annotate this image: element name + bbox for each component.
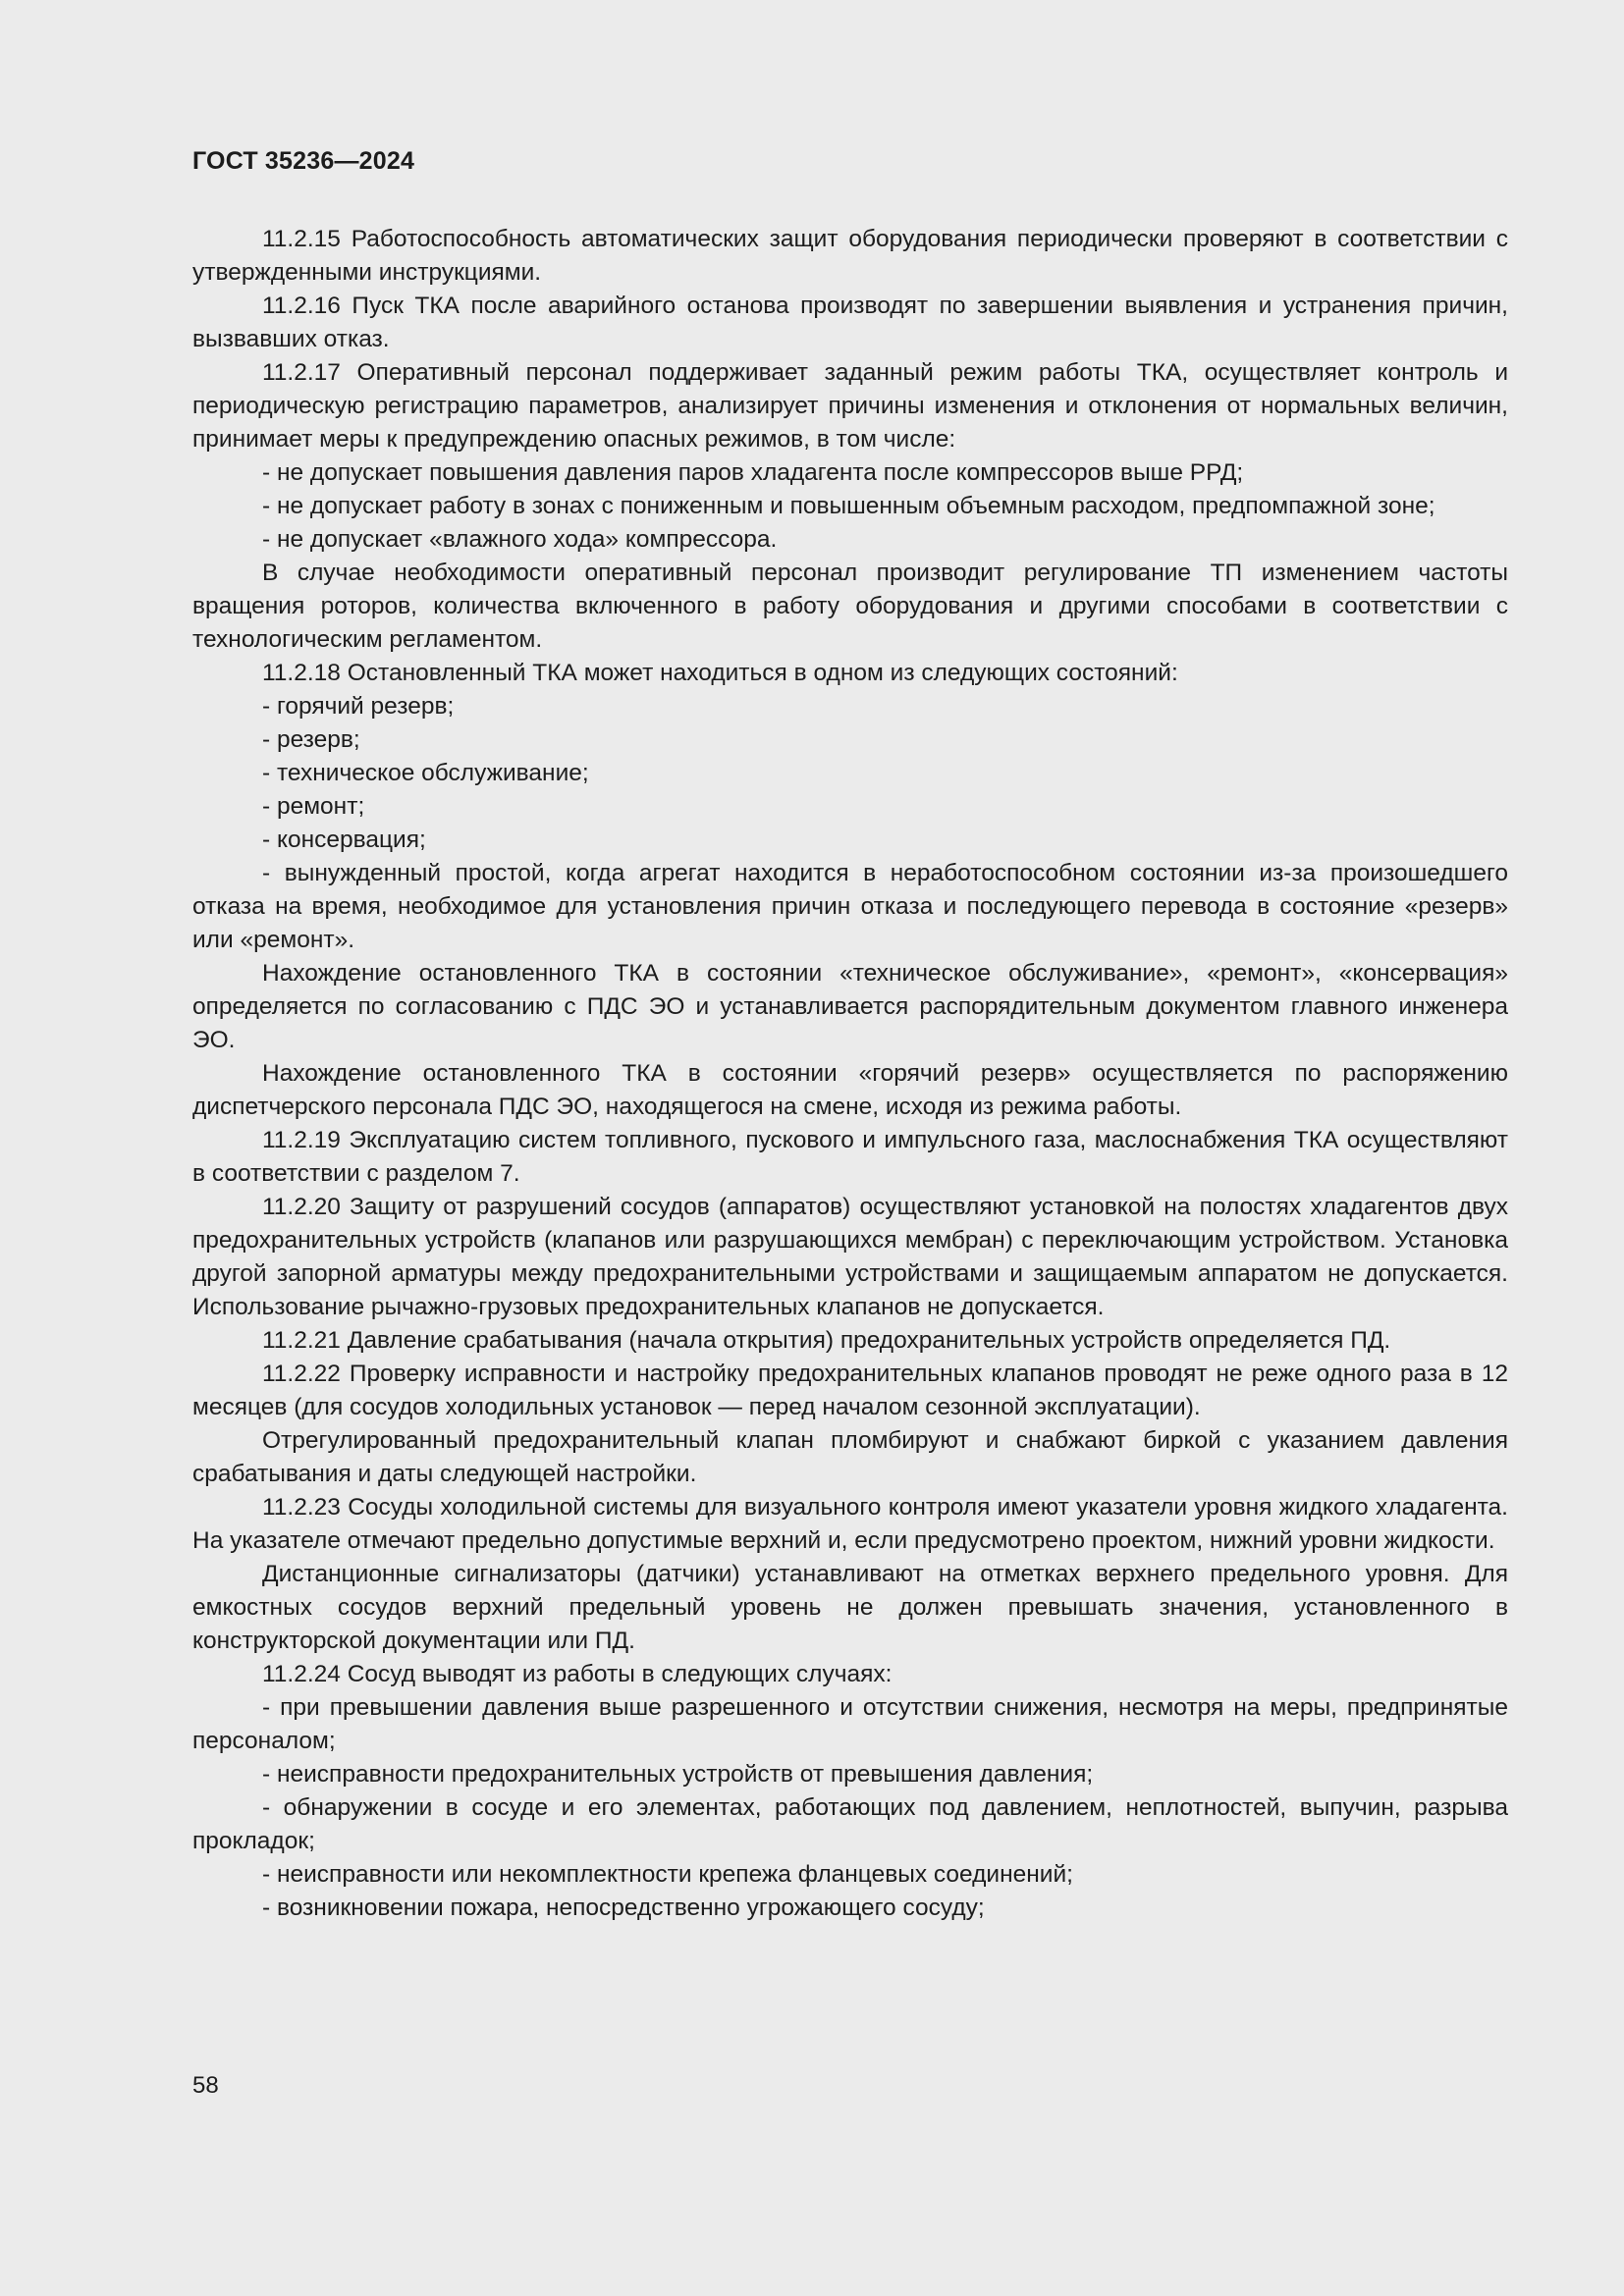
paragraph: 11.2.16 Пуск ТКА после аварийного останова производят по завершении выявления и устранения причин, вызвавших отказ. [192,293,1508,352]
document-body [192,223,1508,1925]
list-item: - не допускает работу в зонах с пониженным и повышенным объемным расходом, предпомпажной зоне; [262,493,1435,519]
list-item: - не допускает повышения давления паров хладагента после компрессоров выше РРД; [262,459,1244,486]
list-item: - не допускает «влажного хода» компрессора. [262,526,778,553]
paragraph: 11.2.19 Эксплуатацию систем топливного, пускового и импульсного газа, маслоснабжения ТКА осуществляют в соответствии с разделом 7. [192,1127,1508,1187]
page-number: 58 [192,2072,219,2099]
paragraph: Отрегулированный предохранительный клапан пломбируют и снабжают биркой с указанием давления срабатывания и даты следующей настройки. [192,1427,1508,1487]
paragraph: 11.2.20 Защиту от разрушений сосудов (аппаратов) осуществляют установкой на полостях хладагентов двух предохранительных устройств (клапанов или разрушающихся мембран) с переключающим устройством. Установка другой запорной арматуры между предохранительными устройствами и защищаемым аппаратом не допускается. Использование рычажно-грузовых предохранительных клапанов не допускается. [192,1194,1508,1320]
paragraph: 11.2.23 Сосуды холодильной системы для визуального контроля имеют указатели уровня жидкого хладагента. На указателе отмечают предельно допустимые верхний и, если предусмотрено проектом, нижний уровни жидкости. [192,1494,1508,1554]
document-header: ГОСТ 35236—2024 [192,147,415,175]
list-item: - возникновении пожара, непосредственно угрожающего сосуду; [262,1895,985,1921]
list-item: - резерв; [262,726,360,753]
paragraph: 11.2.17 Оперативный персонал поддерживает заданный режим работы ТКА, осуществляет контроль и периодическую регистрацию параметров, анализирует причины изменения и отклонения от нормальных величин, принимает меры к предупреждению опасных режимов, в том числе: [192,359,1508,453]
list-item: - вынужденный простой, когда агрегат находится в неработоспособном состоянии из-за произошедшего отказа на время, необходимое для установления причин отказа и последующего перевода в состояние «резерв» или «ремонт». [192,860,1508,953]
list-item: - обнаружении в сосуде и его элементах, работающих под давлением, неплотностей, выпучин, разрыва прокладок; [192,1794,1508,1854]
paragraph: 11.2.18 Остановленный ТКА может находиться в одном из следующих состояний: [262,660,1178,686]
paragraph: В случае необходимости оперативный персонал производит регулирование ТП изменением частоты вращения роторов, количества включенного в работу оборудования и другими способами в соответствии с технологическим регламентом. [192,560,1508,653]
paragraph: 11.2.15 Работоспособность автоматических защит оборудования периодически проверяют в соответствии с утвержденными инструкциями. [192,226,1508,286]
paragraph: Нахождение остановленного ТКА в состоянии «горячий резерв» осуществляется по распоряжению диспетчерского персонала ПДС ЭО, находящегося на смене, исходя из режима работы. [192,1060,1508,1120]
list-item: - неисправности предохранительных устройств от превышения давления; [262,1761,1094,1788]
paragraph: 11.2.21 Давление срабатывания (начала открытия) предохранительных устройств определяется ПД. [262,1327,1391,1354]
list-item: - ремонт; [262,793,365,820]
list-item: - горячий резерв; [262,693,455,720]
list-item: - при превышении давления выше разрешенного и отсутствии снижения, несмотря на меры, предпринятые персоналом; [192,1694,1508,1754]
paragraph: 11.2.24 Сосуд выводят из работы в следующих случаях: [262,1661,893,1687]
paragraph: Нахождение остановленного ТКА в состоянии «техническое обслуживание», «ремонт», «консервация» определяется по согласованию с ПДС ЭО и устанавливается распорядительным документом главного инженера ЭО. [192,960,1508,1053]
paragraph: Дистанционные сигнализаторы (датчики) устанавливают на отметках верхнего предельного уровня. Для емкостных сосудов верхний предельный уровень не должен превышать значения, установленного в конструкторской документации или ПД. [192,1561,1508,1654]
list-item: - неисправности или некомплектности крепежа фланцевых соединений; [262,1861,1073,1888]
list-item: - техническое обслуживание; [262,760,589,786]
list-item: - консервация; [262,827,426,853]
paragraph: 11.2.22 Проверку исправности и настройку предохранительных клапанов проводят не реже одного раза в 12 месяцев (для сосудов холодильных установок — перед началом сезонной эксплуатации). [192,1361,1508,1420]
